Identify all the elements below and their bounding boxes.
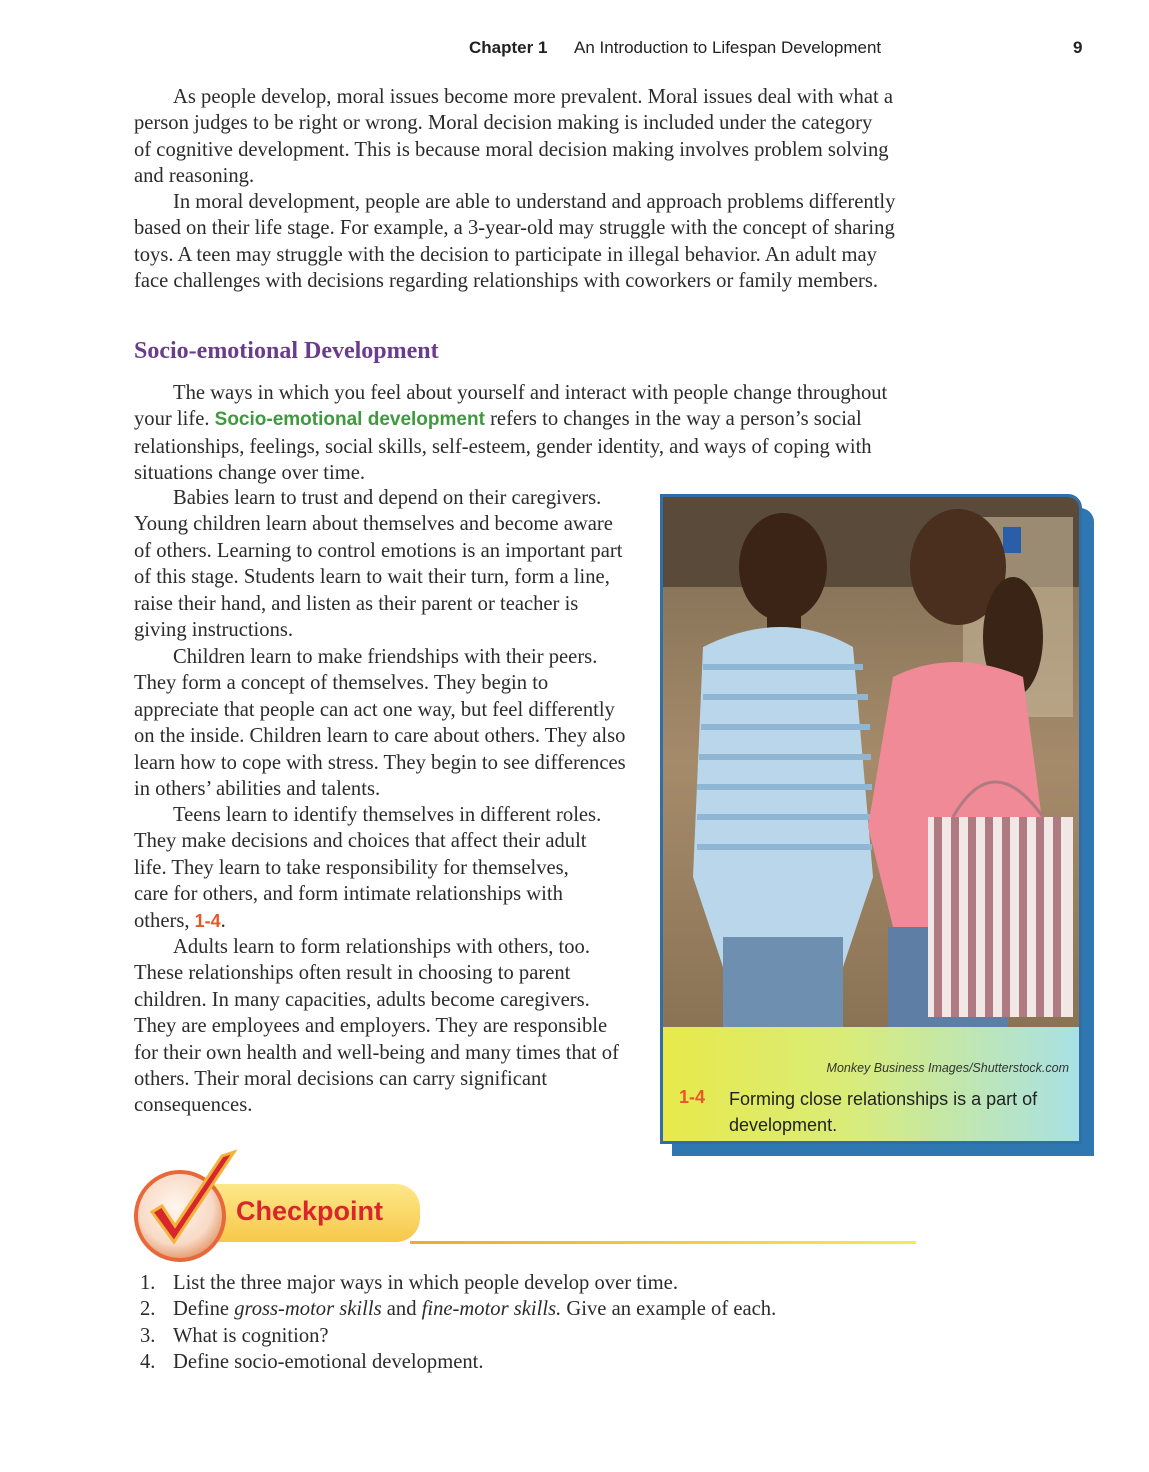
checkpoint-questions [140, 1270, 776, 1376]
page-number: 9 [1073, 38, 1083, 57]
figure-reference[interactable]: 1-4 [194, 910, 221, 931]
checkpoint-banner [130, 1142, 930, 1262]
figure-1-4 [660, 494, 1082, 1144]
paragraph-moral-development: In moral development, people are able to understand and approach problems differently based on their life stage. For example, a 3-year-old may struggle with the concept of sharing toys. A teen may struggle with the decision to participate in illegal behavior. An adult may face challenges with decisions regarding relationships with coworkers or family members. [134, 191, 896, 293]
list-item: 2. Define gross-motor skills and fine-motor skills. Give an example of each. [140, 1298, 777, 1321]
checkmark-icon [130, 1142, 250, 1262]
checkpoint-rule [410, 1241, 916, 1244]
chapter-title: An Introduction to Lifespan Development [574, 38, 882, 57]
paragraph-babies: Babies learn to trust and depend on their caregivers. Young children learn about themselves and become aware of others. Learning to control emotions is an important part of this stage. Students learn to wait their turn, form a line, raise their hand, and listen as their parent or teacher is giving instructions. [134, 487, 623, 642]
paragraph-children: Children learn to make friendships with their peers. They form a concept of themselves. They begin to appreciate that people can act one way, but feel differently on the inside. Children learn to care about others. They also learn how to cope with stress. They begin to see differences in others’ abilities and talents. [134, 646, 626, 801]
paragraph-teens: Teens learn to identify themselves in different roles. They make decisions and choices that affect their adult life. They learn to take responsibility for themselves, care for others, and form intimate relationships with others, 1-4. [134, 804, 602, 932]
section-heading: Socio-emotional Development [134, 338, 439, 364]
paragraph-socio-intro: The ways in which you feel about yourself and interact with people change throughout your life. Socio-emotional development refers to changes in the way a person’s social relationships, feelings, social skills, self-esteem, gender identity, and ways of coping with situations change over time. [134, 382, 888, 485]
key-term: Socio-emotional development [214, 409, 485, 431]
list-item: 1. List the three major ways in which people develop over time. [140, 1272, 678, 1294]
photo-credit: Monkey Business Images/Shutterstock.com [826, 1061, 1069, 1075]
photo-couple-shopping [663, 497, 1079, 1027]
paragraph-adults: Adults learn to form relationships with others, too. These relationships often result in choosing to parent children. In many capacities, adults become caregivers. They are employees and employers. They are responsible for their own health and well-being and many times that of others. Their moral decisions can carry significant consequences. [134, 936, 619, 1117]
chapter-label: Chapter 1 [469, 38, 548, 57]
figure-number: 1-4 [679, 1087, 706, 1107]
paragraph-moral-issues: As people develop, moral issues become more prevalent. Moral issues deal with what a person judges to be right or wrong. Moral decision making is included under the category of cognitive development. This is because moral decision making involves problem solving and reasoning. [134, 86, 894, 188]
list-item: 3. What is cognition? [140, 1324, 329, 1347]
figure-caption: Forming close relationships is a part of development. [729, 1089, 1038, 1135]
list-item: 4. Define socio-emotional development. [140, 1351, 484, 1374]
checkpoint-title: Checkpoint [236, 1196, 384, 1226]
